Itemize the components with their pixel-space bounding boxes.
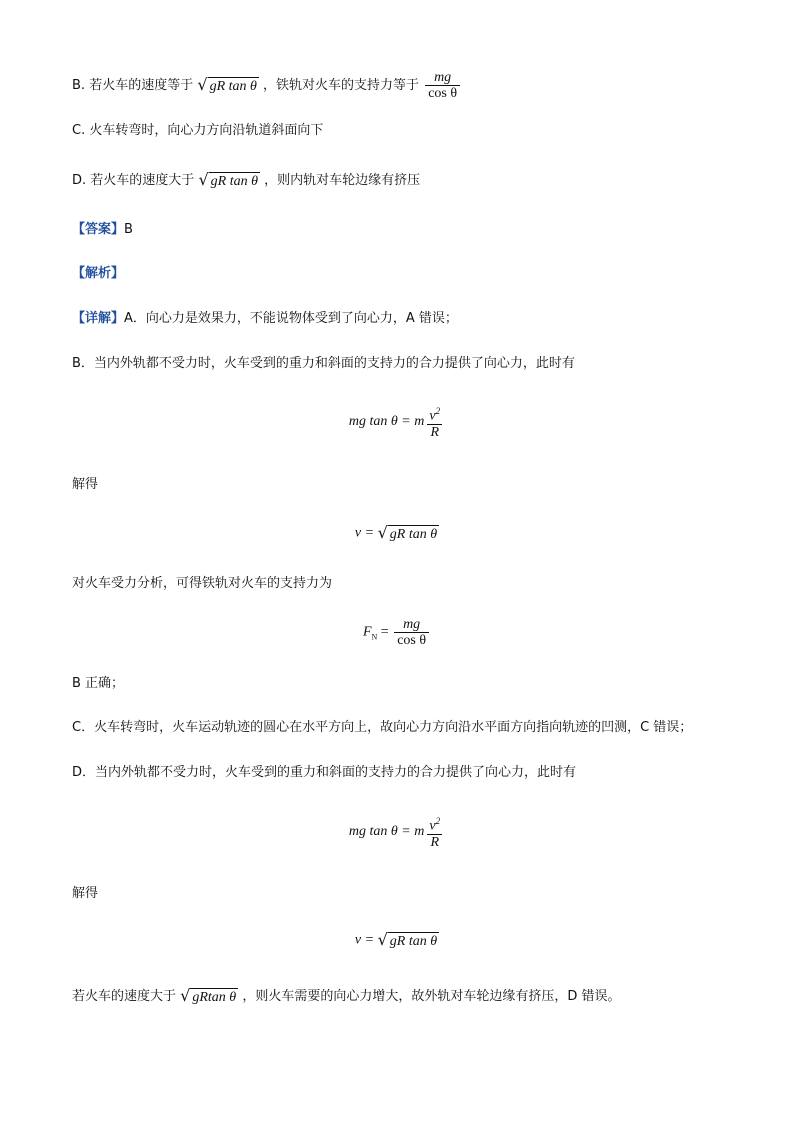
detail-b: B．当内外轨都不受力时，火车受到的重力和斜面的支持力的合力提供了向心力，此时有 (72, 356, 575, 371)
sqrt-expression: √ gRtan θ (180, 986, 237, 1005)
solve-label-2: 解得 (72, 886, 99, 901)
option-d: D. 若火车的速度大于 √ gR tan θ ，则内轨对车轮边缘有挤压 (72, 170, 421, 189)
equation-4: mg tan θ = m $\frac{v^2}{R}$ (348, 816, 441, 850)
sqrt-expression: √ gR tan θ (198, 170, 258, 189)
detail-d: D．当内外轨都不受力时，火车受到的重力和斜面的支持力的合力提供了向心力，此时有 (72, 765, 577, 780)
final-line: 若火车的速度大于 √ gRtan θ ，则火车需要的向心力增大，故外轨对车轮边缘有挤压，D 错误。 (72, 986, 621, 1005)
detail-a: 【详解】A．向心力是效果力，不能说物体受到了向心力，A 错误； (72, 311, 458, 326)
solve-label-1: 解得 (72, 477, 99, 492)
option-b: B. 若火车的速度等于 √ gR tan θ ，铁轨对火车的支持力等于 $\frac{mg}{\text{cos θ}}$ (72, 70, 462, 101)
analysis-heading: 【解析】 (72, 266, 125, 281)
fraction: $\frac{mg}{\text{cos θ}}$ (425, 70, 460, 101)
equation-5: v = √ gR tan θ (354, 930, 438, 949)
equation-3: $F_N$ = $\frac{mg}{\text{cos θ}}$ (0, 617, 794, 648)
equation-2: v = √ gR tan θ (354, 523, 438, 542)
option-c: C. 火车转弯时，向心力方向沿轨道斜面向下 (72, 123, 324, 138)
sqrt-expression: √ gR tan θ (197, 75, 257, 94)
equation-1: mg tan θ = m $\frac{v^2}{R}$ (348, 406, 441, 440)
force-analysis: 对火车受力分析，可得铁轨对火车的支持力为 (72, 576, 333, 591)
b-correct: B 正确； (72, 676, 125, 691)
detail-c: C．火车转弯时，火车运动轨迹的圆心在水平方向上，故向心力方向沿水平面方向指向轨迹的凹测，C 错误； (72, 720, 693, 735)
answer-line: 【答案】B (72, 222, 133, 237)
